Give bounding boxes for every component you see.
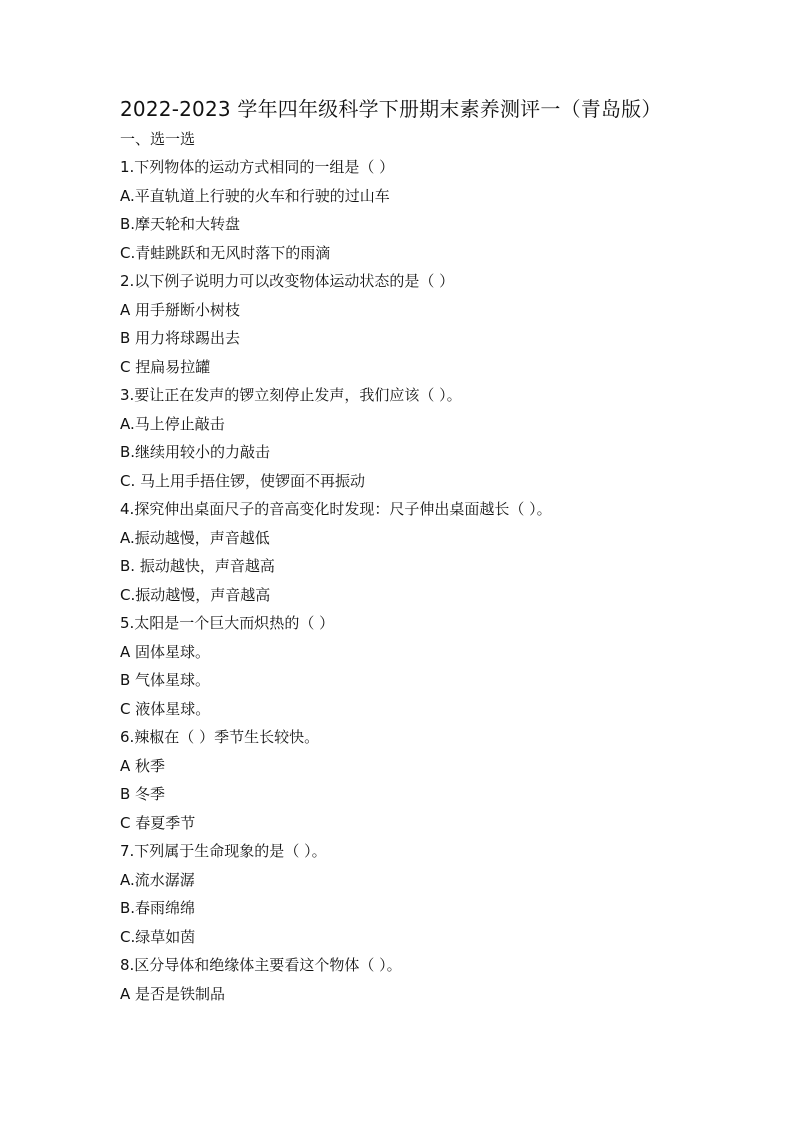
text-line: A.平直轨道上行驶的火车和行驶的过山车	[120, 186, 390, 205]
text-line: C. 马上用手捂住锣，使锣面不再振动	[120, 471, 366, 490]
text-line: B.继续用较小的力敲击	[120, 443, 271, 461]
text-line: 1.下列物体的运动方式相同的一组是（ ）	[120, 158, 395, 176]
text-line: 4.探究伸出桌面尺子的音高变化时发现：尺子伸出桌面越长（ ）。	[120, 500, 552, 518]
text-line: A 是否是铁制品	[120, 984, 226, 1003]
text-line: B 用力将球踢出去	[120, 329, 241, 347]
text-line: 3.要让正在发声的锣立刻停止发声，我们应该（ ）。	[120, 386, 462, 404]
text-line: 2.以下例子说明力可以改变物体运动状态的是（ ）	[120, 272, 455, 290]
text-line: A 用手掰断小树枝	[120, 300, 241, 319]
text-line: A 秋季	[120, 756, 166, 775]
text-line: 8.区分导体和绝缘体主要看这个物体（ ）。	[120, 956, 402, 974]
text-line: B.春雨绵绵	[120, 899, 196, 917]
text-line: 6.辣椒在（ ）季节生长较快。	[120, 728, 320, 746]
text-line: B 气体星球。	[120, 671, 211, 689]
text-line: A.流水潺潺	[120, 870, 195, 889]
text-line: C 春夏季节	[120, 813, 196, 832]
text-line: A.马上停止敲击	[120, 414, 225, 433]
text-line: 7.下列属于生命现象的是（ ）。	[120, 842, 327, 860]
text-line: C 液体星球。	[120, 699, 211, 718]
question-list	[120, 157, 552, 1012]
text-line: A 固体星球。	[120, 642, 211, 661]
text-line: C.振动越慢，声音越高	[120, 585, 271, 604]
text-line: A.振动越慢，声音越低	[120, 528, 270, 547]
text-line: C.绿草如茵	[120, 927, 196, 946]
text-line: C.青蛙跳跃和无风时落下的雨滴	[120, 243, 331, 262]
section-heading: 一、选一选	[120, 130, 196, 148]
text-line: B.摩天轮和大转盘	[120, 215, 241, 233]
text-line: B 冬季	[120, 785, 166, 803]
text-line: 5.太阳是一个巨大而炽热的（ ）	[120, 614, 335, 632]
text-line: C 捏扁易拉罐	[120, 357, 211, 376]
page-title: 2022-2023 学年四年级科学下册期末素养测评一（青岛版）	[120, 97, 662, 121]
text-line: B. 振动越快，声音越高	[120, 557, 275, 575]
